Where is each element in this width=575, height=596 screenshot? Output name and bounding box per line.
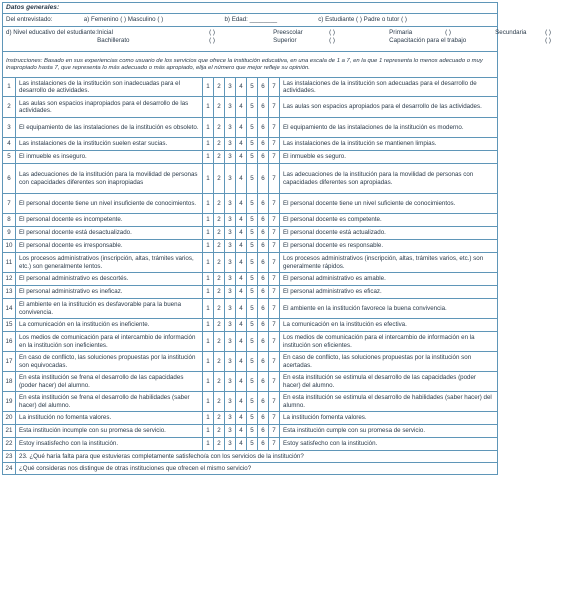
survey-form — [2, 2, 551, 475]
scale-option-5[interactable]: 5 — [247, 240, 258, 253]
scale-option-3[interactable]: 3 — [225, 227, 236, 240]
interviewee-row — [3, 14, 498, 27]
scale-option-5[interactable]: 5 — [247, 352, 258, 372]
scale-option-7[interactable]: 7 — [269, 352, 280, 372]
question-number: 22 — [3, 438, 16, 451]
negative-statement: La comunicación en la institución es ineficiente. — [16, 319, 203, 332]
question-number: 4 — [3, 138, 16, 151]
level-primaria: Primaria — [389, 29, 413, 36]
level-secundaria: Secundaria — [495, 29, 527, 36]
scale-option-3[interactable]: 3 — [225, 194, 236, 214]
scale-option-7[interactable]: 7 — [269, 118, 280, 138]
scale-option-3[interactable]: 3 — [225, 392, 236, 412]
question-row — [3, 164, 498, 194]
scale-option-2[interactable]: 2 — [214, 227, 225, 240]
scale-option-1[interactable]: 1 — [203, 138, 214, 151]
scale-option-7[interactable]: 7 — [269, 412, 280, 425]
scale-option-5[interactable]: 5 — [247, 151, 258, 164]
negative-statement: Las adecuaciones de la institución para la movilidad de personas con capacidades diferentes son inapropiadas — [16, 164, 203, 194]
negative-statement: En caso de conflicto, las soluciones propuestas por la institución son equivocadas. — [16, 352, 203, 372]
scale-option-6[interactable]: 6 — [258, 425, 269, 438]
positive-statement: Esta institución cumple con su promesa de servicio. — [280, 425, 498, 438]
scale-option-6[interactable]: 6 — [258, 299, 269, 319]
question-number: 23 — [3, 451, 16, 463]
negative-statement: En esta institución se frena el desarrollo de habilidades (saber hacer) del alumno. — [16, 392, 203, 412]
scale-option-2[interactable]: 2 — [214, 319, 225, 332]
question-row — [3, 240, 498, 253]
scale-option-7[interactable]: 7 — [269, 138, 280, 151]
scale-option-5[interactable]: 5 — [247, 214, 258, 227]
positive-statement: Las instalaciones de la institución se mantienen limpias. — [280, 138, 498, 151]
level-capacitacion-box[interactable]: ( ) — [545, 37, 551, 45]
level-primaria-box[interactable]: ( ) — [445, 29, 451, 36]
positive-statement: La comunicación en la institución es efectiva. — [280, 319, 498, 332]
negative-statement: El personal docente está desactualizado. — [16, 227, 203, 240]
scale-option-4[interactable]: 4 — [236, 240, 247, 253]
scale-option-6[interactable]: 6 — [258, 151, 269, 164]
scale-option-5[interactable]: 5 — [247, 286, 258, 299]
question-number: 14 — [3, 299, 16, 319]
negative-statement: El personal administrativo es descortés. — [16, 273, 203, 286]
positive-statement: El personal docente tiene un nivel suficiente de conocimientos. — [280, 194, 498, 214]
question-number: 16 — [3, 332, 16, 352]
scale-option-3[interactable]: 3 — [225, 138, 236, 151]
scale-option-3[interactable]: 3 — [225, 253, 236, 273]
level-inicial: Inicial — [97, 29, 113, 36]
positive-statement: El personal administrativo es eficaz. — [280, 286, 498, 299]
scale-option-5[interactable]: 5 — [247, 194, 258, 214]
scale-option-2[interactable]: 2 — [214, 164, 225, 194]
age-field[interactable]: b) Edad: ________ — [224, 16, 278, 24]
scale-option-7[interactable]: 7 — [269, 227, 280, 240]
scale-option-5[interactable]: 5 — [247, 118, 258, 138]
negative-statement: En esta institución se frena el desarrollo de las capacidades (poder hacer) del alumno. — [16, 372, 203, 392]
instructions — [3, 52, 498, 78]
scale-option-4[interactable]: 4 — [236, 372, 247, 392]
question-number: 2 — [3, 97, 16, 118]
scale-option-4[interactable]: 4 — [236, 78, 247, 97]
scale-option-4[interactable]: 4 — [236, 273, 247, 286]
scale-option-7[interactable]: 7 — [269, 253, 280, 273]
level-preescolar-box[interactable]: ( ) — [329, 29, 335, 36]
scale-option-2[interactable]: 2 — [214, 240, 225, 253]
question-number: 20 — [3, 412, 16, 425]
negative-statement: Los procesos administrativos (inscripción, altas, trámites varios, etc.) son generalmente lentos. — [16, 253, 203, 273]
negative-statement: El equipamiento de las instalaciones de la institución es obsoleto. — [16, 118, 203, 138]
scale-option-1[interactable]: 1 — [203, 392, 214, 412]
scale-option-6[interactable]: 6 — [258, 164, 269, 194]
negative-statement: El personal docente es irresponsable. — [16, 240, 203, 253]
scale-option-5[interactable]: 5 — [247, 392, 258, 412]
scale-option-2[interactable]: 2 — [214, 151, 225, 164]
role-field[interactable]: c) Estudiante ( ) Padre o tutor ( ) — [318, 16, 407, 24]
scale-option-7[interactable]: 7 — [269, 240, 280, 253]
scale-option-6[interactable]: 6 — [258, 438, 269, 451]
scale-option-5[interactable]: 5 — [247, 97, 258, 118]
level-superior-box[interactable]: ( ) — [329, 37, 335, 45]
question-row — [3, 138, 498, 151]
scale-option-7[interactable]: 7 — [269, 97, 280, 118]
scale-option-7[interactable]: 7 — [269, 151, 280, 164]
scale-option-1[interactable]: 1 — [203, 412, 214, 425]
positive-statement: En esta institución se estimula el desarrollo de habilidades (saber hacer) del alumno. — [280, 392, 498, 412]
scale-option-6[interactable]: 6 — [258, 194, 269, 214]
scale-option-1[interactable]: 1 — [203, 319, 214, 332]
scale-option-5[interactable]: 5 — [247, 138, 258, 151]
positive-statement: El inmueble es seguro. — [280, 151, 498, 164]
scale-option-7[interactable]: 7 — [269, 273, 280, 286]
positive-statement: Las aulas son espacios apropiados para el desarrollo de las actividades. — [280, 97, 498, 118]
scale-option-2[interactable]: 2 — [214, 214, 225, 227]
question-number: 15 — [3, 319, 16, 332]
scale-option-1[interactable]: 1 — [203, 253, 214, 273]
question-row — [3, 319, 498, 332]
scale-option-1[interactable]: 1 — [203, 299, 214, 319]
scale-option-6[interactable]: 6 — [258, 412, 269, 425]
scale-option-4[interactable]: 4 — [236, 332, 247, 352]
scale-option-2[interactable]: 2 — [214, 97, 225, 118]
scale-option-3[interactable]: 3 — [225, 164, 236, 194]
question-row — [3, 352, 498, 372]
scale-option-2[interactable]: 2 — [214, 299, 225, 319]
question-row — [3, 194, 498, 214]
question-number: 3 — [3, 118, 16, 138]
open-question-text[interactable]: 23. ¿Qué haría falta para que estuvieras completamente satisfecho/a con los servicios de la institución? — [16, 451, 498, 463]
scale-option-1[interactable]: 1 — [203, 227, 214, 240]
scale-option-2[interactable]: 2 — [214, 425, 225, 438]
scale-option-7[interactable]: 7 — [269, 438, 280, 451]
scale-option-7[interactable]: 7 — [269, 425, 280, 438]
negative-statement: Las aulas son espacios inapropiados para el desarrollo de las actividades. — [16, 97, 203, 118]
negative-statement: El personal docente tiene un nivel insuficiente de conocimientos. — [16, 194, 203, 214]
question-row — [3, 253, 498, 273]
negative-statement: El personal docente es incompetente. — [16, 214, 203, 227]
scale-option-7[interactable]: 7 — [269, 214, 280, 227]
education-level-options-row-1 — [97, 29, 575, 36]
scale-option-5[interactable]: 5 — [247, 299, 258, 319]
sex-field[interactable]: a) Femenino ( ) Masculino ( ) — [83, 16, 164, 24]
question-row — [3, 97, 498, 118]
scale-option-4[interactable]: 4 — [236, 214, 247, 227]
scale-option-5[interactable]: 5 — [247, 273, 258, 286]
scale-option-7[interactable]: 7 — [269, 286, 280, 299]
scale-option-5[interactable]: 5 — [247, 164, 258, 194]
question-number: 13 — [3, 286, 16, 299]
scale-option-1[interactable]: 1 — [203, 286, 214, 299]
negative-statement: Las instalaciones de la institución son inadecuadas para el desarrollo de actividades. — [16, 78, 203, 97]
negative-statement: Los medios de comunicación para el intercambio de información en la institución son ineficientes. — [16, 332, 203, 352]
scale-option-4[interactable]: 4 — [236, 438, 247, 451]
scale-option-3[interactable]: 3 — [225, 240, 236, 253]
instructions-text: Basado en sus experiencias como usuario de los servicios que ofrece la institución educativa, en una escala de 1 a 7, en la que 1 representa lo menos adecuado o muy inapropiado hasta 7, que representa lo más adecuado o más apropiado, elija el número que mejor refleje su opinión. — [6, 57, 483, 71]
question-row — [3, 438, 498, 451]
scale-option-6[interactable]: 6 — [258, 78, 269, 97]
scale-option-6[interactable]: 6 — [258, 214, 269, 227]
question-row — [3, 412, 498, 425]
scale-option-2[interactable]: 2 — [214, 286, 225, 299]
scale-option-1[interactable]: 1 — [203, 118, 214, 138]
positive-statement: Los medios de comunicación para el intercambio de información en la institución son eficientes. — [280, 332, 498, 352]
positive-statement: Las instalaciones de la institución son adecuadas para el desarrollo de actividades. — [280, 78, 498, 97]
question-number: 5 — [3, 151, 16, 164]
scale-option-3[interactable]: 3 — [225, 286, 236, 299]
negative-statement: El inmueble es inseguro. — [16, 151, 203, 164]
question-number: 7 — [3, 194, 16, 214]
open-question-row — [3, 463, 498, 475]
scale-option-3[interactable]: 3 — [225, 78, 236, 97]
education-level-row — [3, 27, 551, 52]
scale-option-2[interactable]: 2 — [214, 138, 225, 151]
interviewee-label: Del entrevistado: — [6, 16, 53, 24]
level-bachillerato-box[interactable]: ( ) — [209, 37, 215, 45]
scale-option-4[interactable]: 4 — [236, 392, 247, 412]
scale-option-4[interactable]: 4 — [236, 352, 247, 372]
scale-option-1[interactable]: 1 — [203, 352, 214, 372]
scale-option-5[interactable]: 5 — [247, 227, 258, 240]
question-row — [3, 425, 498, 438]
scale-option-5[interactable]: 5 — [247, 412, 258, 425]
scale-option-6[interactable]: 6 — [258, 227, 269, 240]
scale-option-6[interactable]: 6 — [258, 372, 269, 392]
scale-option-2[interactable]: 2 — [214, 438, 225, 451]
scale-option-6[interactable]: 6 — [258, 273, 269, 286]
open-question-row — [3, 451, 498, 463]
scale-option-4[interactable]: 4 — [236, 286, 247, 299]
scale-option-4[interactable]: 4 — [236, 412, 247, 425]
scale-option-6[interactable]: 6 — [258, 286, 269, 299]
level-preescolar: Preescolar — [273, 29, 303, 36]
scale-option-6[interactable]: 6 — [258, 319, 269, 332]
scale-option-2[interactable]: 2 — [214, 253, 225, 273]
scale-option-3[interactable]: 3 — [225, 97, 236, 118]
scale-option-1[interactable]: 1 — [203, 97, 214, 118]
question-number: 21 — [3, 425, 16, 438]
scale-option-6[interactable]: 6 — [258, 97, 269, 118]
scale-option-1[interactable]: 1 — [203, 425, 214, 438]
scale-option-6[interactable]: 6 — [258, 240, 269, 253]
scale-option-1[interactable]: 1 — [203, 438, 214, 451]
question-row — [3, 332, 498, 352]
scale-option-7[interactable]: 7 — [269, 372, 280, 392]
level-capacitacion: Capacitación para el trabajo — [389, 37, 467, 45]
scale-option-3[interactable]: 3 — [225, 319, 236, 332]
positive-statement: El personal docente está actualizado. — [280, 227, 498, 240]
scale-option-6[interactable]: 6 — [258, 118, 269, 138]
scale-option-4[interactable]: 4 — [236, 138, 247, 151]
scale-option-3[interactable]: 3 — [225, 425, 236, 438]
question-row — [3, 286, 498, 299]
scale-option-4[interactable]: 4 — [236, 118, 247, 138]
positive-statement: Estoy satisfecho con la institución. — [280, 438, 498, 451]
question-row — [3, 78, 498, 97]
scale-option-4[interactable]: 4 — [236, 253, 247, 273]
scale-option-5[interactable]: 5 — [247, 425, 258, 438]
positive-statement: En esta institución se estimula el desarrollo de las capacidades (poder hacer) del alumno. — [280, 372, 498, 392]
question-row — [3, 392, 498, 412]
positive-statement: En caso de conflicto, las soluciones propuestas por la institución son acertadas. — [280, 352, 498, 372]
question-number: 10 — [3, 240, 16, 253]
open-question-text[interactable]: ¿Qué consideras nos distingue de otras instituciones que ofrecen el mismo servicio? — [16, 463, 498, 475]
scale-option-4[interactable]: 4 — [236, 194, 247, 214]
negative-statement: Estoy insatisfecho con la institución. — [16, 438, 203, 451]
scale-option-3[interactable]: 3 — [225, 273, 236, 286]
negative-statement: Esta institución incumple con su promesa de servicio. — [16, 425, 203, 438]
scale-option-4[interactable]: 4 — [236, 425, 247, 438]
scale-option-3[interactable]: 3 — [225, 214, 236, 227]
scale-option-7[interactable]: 7 — [269, 164, 280, 194]
scale-option-4[interactable]: 4 — [236, 299, 247, 319]
scale-option-1[interactable]: 1 — [203, 214, 214, 227]
question-number: 24 — [3, 463, 16, 475]
level-superior: Superior — [273, 37, 297, 45]
question-number: 6 — [3, 164, 16, 194]
positive-statement: Las adecuaciones de la institución para la movilidad de personas con capacidades diferentes son apropiadas. — [280, 164, 498, 194]
scale-option-4[interactable]: 4 — [236, 227, 247, 240]
scale-option-2[interactable]: 2 — [214, 352, 225, 372]
positive-statement: El personal docente es responsable. — [280, 240, 498, 253]
scale-option-2[interactable]: 2 — [214, 392, 225, 412]
scale-option-7[interactable]: 7 — [269, 392, 280, 412]
scale-option-5[interactable]: 5 — [247, 78, 258, 97]
survey-table — [2, 2, 551, 475]
scale-option-3[interactable]: 3 — [225, 151, 236, 164]
question-number: 11 — [3, 253, 16, 273]
education-level-label: d) Nivel educativo del estudiante: — [6, 29, 98, 36]
question-number: 9 — [3, 227, 16, 240]
negative-statement: El ambiente en la institución es desfavorable para la buena convivencia. — [16, 299, 203, 319]
scale-option-5[interactable]: 5 — [247, 253, 258, 273]
scale-option-3[interactable]: 3 — [225, 118, 236, 138]
question-number: 17 — [3, 352, 16, 372]
scale-option-1[interactable]: 1 — [203, 273, 214, 286]
scale-option-2[interactable]: 2 — [214, 412, 225, 425]
education-level-options-row-2 — [97, 37, 575, 44]
question-number: 1 — [3, 78, 16, 97]
scale-option-3[interactable]: 3 — [225, 299, 236, 319]
question-row — [3, 151, 498, 164]
scale-option-2[interactable]: 2 — [214, 273, 225, 286]
scale-option-5[interactable]: 5 — [247, 438, 258, 451]
scale-option-1[interactable]: 1 — [203, 78, 214, 97]
question-number: 19 — [3, 392, 16, 412]
question-number: 12 — [3, 273, 16, 286]
positive-statement: El personal administrativo es amable. — [280, 273, 498, 286]
scale-option-1[interactable]: 1 — [203, 164, 214, 194]
scale-option-5[interactable]: 5 — [247, 372, 258, 392]
scale-option-6[interactable]: 6 — [258, 332, 269, 352]
scale-option-3[interactable]: 3 — [225, 372, 236, 392]
scale-option-7[interactable]: 7 — [269, 319, 280, 332]
scale-option-1[interactable]: 1 — [203, 332, 214, 352]
instructions-label: Instrucciones: — [6, 57, 43, 64]
positive-statement: El ambiente en la institución favorece la buena convivencia. — [280, 299, 498, 319]
scale-option-6[interactable]: 6 — [258, 138, 269, 151]
positive-statement: Los procesos administrativos (inscripción, altas, trámites varios, etc.) son generalmente rápidos. — [280, 253, 498, 273]
scale-option-2[interactable]: 2 — [214, 78, 225, 97]
scale-option-7[interactable]: 7 — [269, 194, 280, 214]
question-row — [3, 273, 498, 286]
scale-option-6[interactable]: 6 — [258, 352, 269, 372]
scale-option-1[interactable]: 1 — [203, 151, 214, 164]
level-secundaria-box[interactable]: ( ) — [545, 29, 551, 36]
scale-option-5[interactable]: 5 — [247, 319, 258, 332]
scale-option-2[interactable]: 2 — [214, 332, 225, 352]
scale-option-4[interactable]: 4 — [236, 164, 247, 194]
level-bachillerato: Bachillerato — [97, 37, 130, 45]
scale-option-4[interactable]: 4 — [236, 319, 247, 332]
negative-statement: La institución no fomenta valores. — [16, 412, 203, 425]
question-row — [3, 299, 498, 319]
scale-option-7[interactable]: 7 — [269, 332, 280, 352]
scale-option-6[interactable]: 6 — [258, 253, 269, 273]
scale-option-3[interactable]: 3 — [225, 352, 236, 372]
question-row — [3, 118, 498, 138]
positive-statement: La institución fomenta valores. — [280, 412, 498, 425]
scale-option-4[interactable]: 4 — [236, 97, 247, 118]
question-number: 8 — [3, 214, 16, 227]
question-row — [3, 372, 498, 392]
positive-statement: El personal docente es competente. — [280, 214, 498, 227]
scale-option-6[interactable]: 6 — [258, 392, 269, 412]
scale-option-2[interactable]: 2 — [214, 194, 225, 214]
scale-option-1[interactable]: 1 — [203, 240, 214, 253]
scale-option-5[interactable]: 5 — [247, 332, 258, 352]
scale-option-3[interactable]: 3 — [225, 412, 236, 425]
question-number: 18 — [3, 372, 16, 392]
scale-option-7[interactable]: 7 — [269, 299, 280, 319]
question-row — [3, 214, 498, 227]
positive-statement: El equipamiento de las instalaciones de la institución es moderno. — [280, 118, 498, 138]
scale-option-2[interactable]: 2 — [214, 372, 225, 392]
negative-statement: Las instalaciones de la institución suelen estar sucias. — [16, 138, 203, 151]
scale-option-3[interactable]: 3 — [225, 332, 236, 352]
negative-statement: El personal administrativo es ineficaz. — [16, 286, 203, 299]
scale-option-1[interactable]: 1 — [203, 194, 214, 214]
scale-option-7[interactable]: 7 — [269, 78, 280, 97]
scale-option-3[interactable]: 3 — [225, 438, 236, 451]
level-inicial-box[interactable]: ( ) — [209, 29, 215, 36]
scale-option-1[interactable]: 1 — [203, 372, 214, 392]
scale-option-2[interactable]: 2 — [214, 118, 225, 138]
general-data-title: Datos generales: — [3, 3, 498, 14]
question-row — [3, 227, 498, 240]
scale-option-4[interactable]: 4 — [236, 151, 247, 164]
